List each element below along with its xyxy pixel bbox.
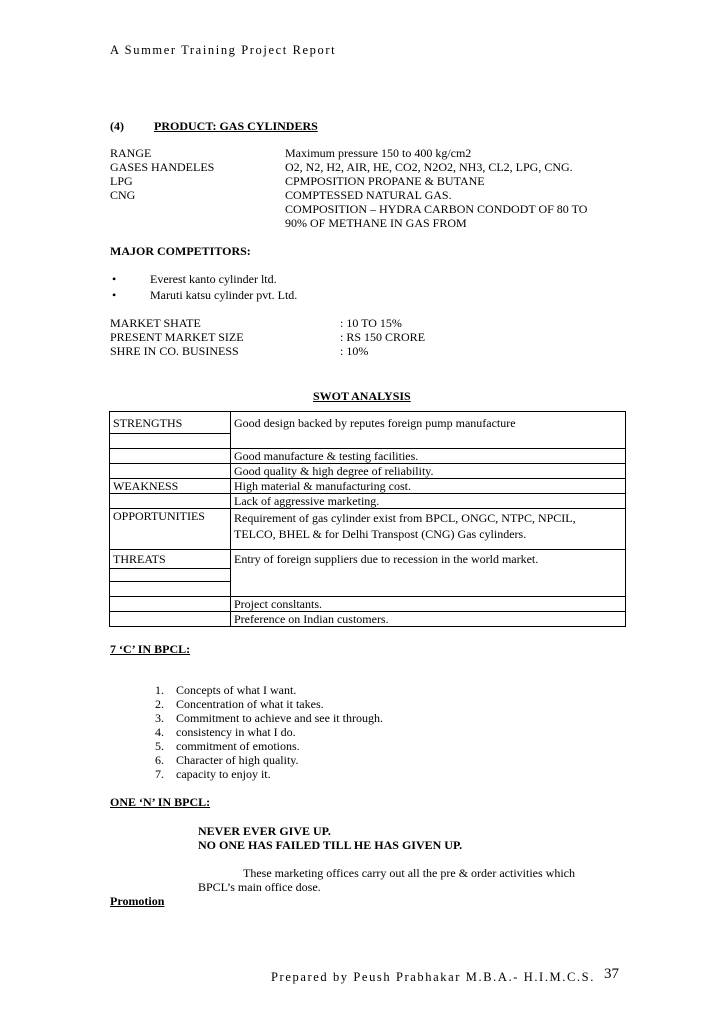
swot-label — [110, 449, 231, 464]
swot-text: TELCO, BHEL & for Delhi Transpost (CNG) Gas cylinders. — [231, 525, 626, 550]
list-number: 2. — [155, 697, 164, 711]
list-number: 4. — [155, 725, 164, 739]
market-label: MARKET SHATE — [110, 316, 201, 330]
table-row — [110, 597, 626, 612]
list-number: 7. — [155, 767, 164, 781]
table-row — [110, 569, 626, 582]
table-row — [110, 612, 626, 627]
spec-value: COMPOSITION – HYDRA CARBON CONDODT OF 80 TO — [285, 202, 588, 216]
market-value: : 10% — [340, 344, 369, 358]
bullet-icon: • — [112, 272, 117, 286]
table-row — [110, 509, 626, 526]
list-number: 3. — [155, 711, 164, 725]
page-footer: Prepared by Peush Prabhakar M.B.A.- H.I.M.C.S. — [271, 970, 595, 984]
section-number: (4) — [110, 119, 124, 133]
list-item: Everest kanto cylinder ltd. — [150, 272, 277, 286]
spec-label: RANGE — [110, 146, 152, 160]
spec-label: LPG — [110, 174, 133, 188]
swot-label — [110, 569, 231, 582]
table-row — [110, 479, 626, 494]
swot-label — [110, 582, 231, 597]
table-row — [110, 550, 626, 569]
swot-label — [110, 494, 231, 509]
swot-text: Preference on Indian customers. — [231, 612, 626, 627]
table-row — [110, 494, 626, 509]
swot-label — [110, 612, 231, 627]
swot-text: High material & manufacturing cost. — [231, 479, 626, 494]
market-label: SHRE IN CO. BUSINESS — [110, 344, 239, 358]
swot-text: Good design backed by reputes foreign pump manufacture — [231, 412, 626, 434]
list-item: commitment of emotions. — [176, 739, 300, 753]
paragraph-line: These marketing offices carry out all the pre & order activities which — [243, 866, 575, 880]
swot-title: SWOT ANALYSIS — [313, 389, 411, 403]
swot-label — [110, 434, 231, 449]
swot-text — [231, 434, 626, 449]
seven-c-heading: 7 ‘C’ IN BPCL: — [110, 642, 191, 656]
swot-text — [231, 569, 626, 582]
table-row — [110, 582, 626, 597]
one-n-heading: ONE ‘N’ IN BPCL: — [110, 795, 211, 809]
competitors-heading: MAJOR COMPETITORS: — [110, 244, 251, 258]
list-item: Commitment to achieve and see it through. — [176, 711, 383, 725]
paragraph-line: BPCL’s main office dose. — [198, 880, 321, 894]
list-number: 5. — [155, 739, 164, 753]
spec-label: CNG — [110, 188, 136, 202]
swot-label — [110, 597, 231, 612]
market-value: : 10 TO 15% — [340, 316, 402, 330]
list-number: 1. — [155, 683, 164, 697]
motto-line: NO ONE HAS FAILED TILL HE HAS GIVEN UP. — [198, 838, 463, 852]
list-item: Character of high quality. — [176, 753, 299, 767]
spec-value: Maximum pressure 150 to 400 kg/cm2 — [285, 146, 472, 160]
market-label: PRESENT MARKET SIZE — [110, 330, 244, 344]
spec-value: COMPTESSED NATURAL GAS. — [285, 188, 452, 202]
swot-text: Good manufacture & testing facilities. — [231, 449, 626, 464]
swot-label — [110, 464, 231, 479]
table-row — [110, 464, 626, 479]
table-row — [110, 449, 626, 464]
table-row — [110, 412, 626, 434]
swot-text: Good quality & high degree of reliability. — [231, 464, 626, 479]
list-item: Concentration of what it takes. — [176, 697, 324, 711]
list-item: Maruti katsu cylinder pvt. Ltd. — [150, 288, 298, 302]
swot-text: Lack of aggressive marketing. — [231, 494, 626, 509]
spec-value: O2, N2, H2, AIR, HE, CO2, N2O2, NH3, CL2, LPG, CNG. — [285, 160, 573, 174]
spec-value: CPMPOSITION PROPANE & BUTANE — [285, 174, 485, 188]
list-item: capacity to enjoy it. — [176, 767, 271, 781]
swot-label: OPPORTUNITIES — [110, 509, 231, 550]
list-item: consistency in what I do. — [176, 725, 296, 739]
swot-table — [109, 411, 626, 627]
page-number: 37 — [604, 966, 619, 982]
swot-text: Entry of foreign suppliers due to recession in the world market. — [231, 550, 626, 569]
swot-text: Project consltants. — [231, 597, 626, 612]
swot-label: THREATS — [110, 550, 231, 569]
promotion-heading: Promotion — [110, 894, 165, 908]
swot-text — [231, 582, 626, 597]
motto-line: NEVER EVER GIVE UP. — [198, 824, 331, 838]
bullet-icon: • — [112, 288, 117, 302]
table-row — [110, 434, 626, 449]
spec-value: 90% OF METHANE IN GAS FROM — [285, 216, 467, 230]
list-item: Concepts of what I want. — [176, 683, 297, 697]
section-title: PRODUCT: GAS CYLINDERS — [154, 119, 318, 133]
page-header: A Summer Training Project Report — [110, 43, 337, 57]
spec-label: GASES HANDELES — [110, 160, 215, 174]
swot-label: STRENGTHS — [110, 412, 231, 434]
swot-label: WEAKNESS — [110, 479, 231, 494]
list-number: 6. — [155, 753, 164, 767]
swot-text: Requirement of gas cylinder exist from BPCL, ONGC, NTPC, NPCIL, — [231, 509, 626, 526]
market-value: : RS 150 CRORE — [340, 330, 426, 344]
